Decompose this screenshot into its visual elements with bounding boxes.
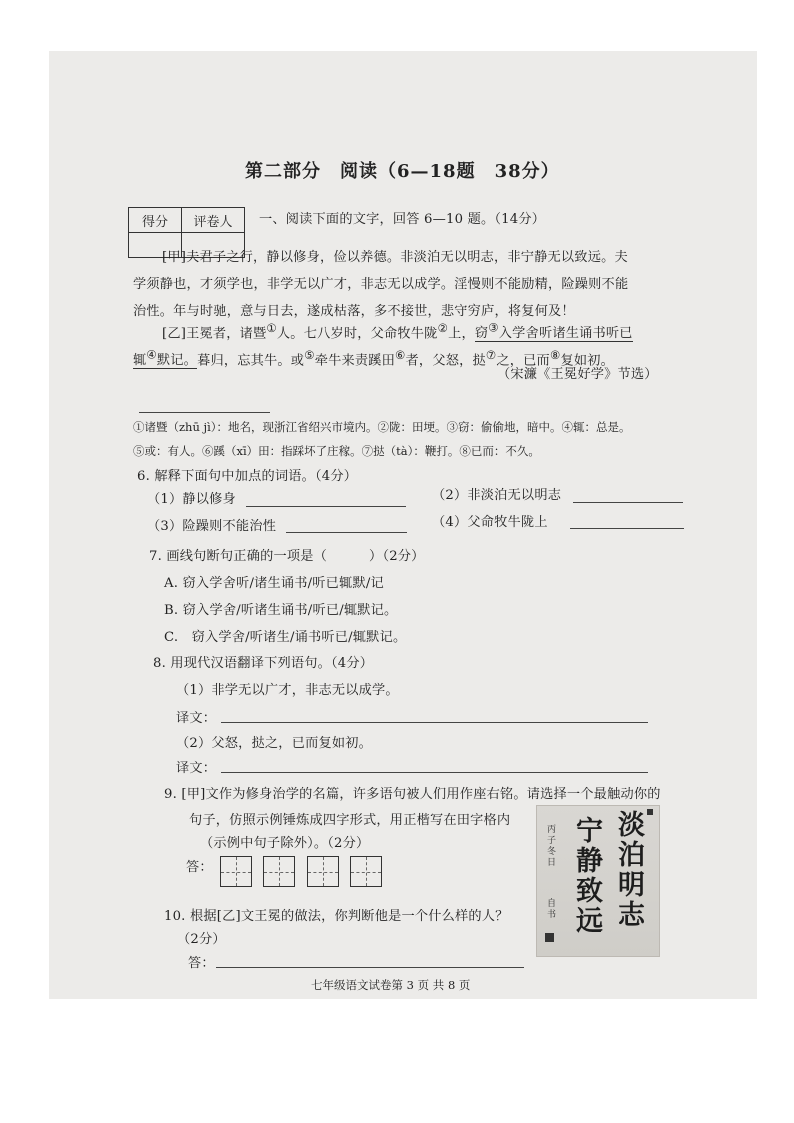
footnote-mark: ① bbox=[266, 321, 277, 335]
item-suffix: 以修身 bbox=[195, 492, 236, 507]
q7-option-a[interactable]: A. 窃入学舍听/诸生诵书/听已辄默/记 bbox=[164, 576, 384, 591]
q6-item1 bbox=[147, 488, 236, 507]
score-label: 得分 bbox=[129, 208, 182, 233]
q7-stem bbox=[149, 545, 425, 564]
q7-stem-text: 7. 画线句断句正确的一项是（ bbox=[149, 549, 328, 564]
grid-cell-4[interactable] bbox=[350, 856, 382, 887]
q8-translation-label2: 译文： bbox=[176, 761, 217, 776]
item-prefix: （2）非 bbox=[432, 488, 481, 503]
yi-text: 默记。 bbox=[156, 353, 198, 369]
q10-stem-line2: （2分） bbox=[177, 932, 226, 947]
part-title: 第二部分 阅读（6—18题 38分） bbox=[245, 161, 560, 182]
item-prefix: （1） bbox=[147, 492, 183, 507]
q6-item4 bbox=[432, 511, 548, 530]
q10-answer-label: 答： bbox=[188, 956, 215, 971]
q8-sentence1: （1）非学无以广才，非志无以成学。 bbox=[176, 683, 399, 698]
q9-stem-line3: （示例中句子除外）。（2分） bbox=[200, 836, 370, 851]
item-suffix: 则不能治性 bbox=[209, 519, 277, 534]
footnote-mark: ⑧ bbox=[549, 348, 561, 362]
footnote-mark: ⑥ bbox=[395, 348, 406, 362]
calligraphy-image bbox=[536, 805, 660, 957]
item-prefix: （3） bbox=[147, 519, 183, 534]
section1-instruction: 一、阅读下面的文字，回答 6—10 题。（14分） bbox=[259, 212, 546, 227]
footnotes-line1: ①诸暨（zhū jì）：地名，现浙江省绍兴市境内。②陇：田埂。③窃：偷偷地，暗中。④辄：总是。 bbox=[133, 420, 631, 434]
q9-stem-line1: 9. [甲]文作为修身治学的名篇，许多语句被人们用作座右铭。请选择一个最触动你的 bbox=[164, 787, 661, 802]
yi-text: 暮归，忘其牛。或 bbox=[197, 353, 305, 369]
underlined-sentence bbox=[474, 321, 633, 342]
grader-label: 评卷人 bbox=[182, 208, 245, 233]
q6-answer-line1[interactable] bbox=[246, 506, 406, 507]
grid-cell-1[interactable] bbox=[220, 856, 252, 887]
yi-text: 牵牛来责蹊田 bbox=[314, 353, 396, 369]
yi-text: 窃 bbox=[474, 326, 489, 342]
footnote-mark: ④ bbox=[146, 348, 157, 362]
footnote-separator bbox=[139, 412, 270, 413]
q6-item3 bbox=[147, 515, 276, 534]
q9-answer-label: 答： bbox=[186, 860, 213, 875]
dotted-word: 陇 bbox=[520, 515, 535, 530]
q8-stem: 8. 用现代汉语翻译下列语句。（4分） bbox=[153, 656, 374, 671]
grid-cell-3[interactable] bbox=[307, 856, 339, 887]
q6-answer-line4[interactable] bbox=[570, 528, 684, 529]
footnote-mark: ⑦ bbox=[485, 348, 497, 362]
dotted-word: 淡泊 bbox=[480, 488, 508, 503]
page-footer: 七年级语文试卷第 3 页 共 8 页 bbox=[311, 978, 471, 992]
q7-option-c[interactable]: C. 窃入学舍/听诸生/诵书听已/辄默记。 bbox=[164, 630, 407, 645]
q9-stem-line2: 句子，仿照示例锤炼成四字形式，用正楷写在田字格内 bbox=[189, 813, 511, 828]
passage-jia-line3: 治性。年与时驰，意与日去，遂成枯落，多不接世，悲守穷庐，将复何及！ bbox=[133, 304, 575, 319]
footnote-mark: ⑤ bbox=[304, 348, 315, 362]
seal-mark bbox=[545, 933, 554, 942]
seal-mark bbox=[647, 809, 653, 815]
underlined-sentence-end bbox=[133, 348, 198, 369]
footnote-mark: ③ bbox=[488, 321, 499, 335]
item-suffix: 无以明志 bbox=[507, 488, 562, 503]
q10-stem-line1: 10. 根据[乙]文王冕的做法，你判断他是一个什么样的人？ bbox=[164, 909, 509, 924]
yi-text: 者，父怒，挞 bbox=[405, 353, 486, 369]
calligraphy-column-2: 宁静致远 bbox=[571, 816, 602, 936]
q6-answer-line3[interactable] bbox=[286, 532, 407, 533]
passage-jia-line2: 学须静也，才须学也，非学无以广才，非志无以成学。淫慢则不能励精，险躁则不能 bbox=[133, 277, 629, 292]
item-suffix: 上 bbox=[534, 515, 548, 530]
q6-answer-line2[interactable] bbox=[573, 502, 683, 503]
footnote-mark: ② bbox=[437, 321, 449, 335]
q8-translation-label1: 译文： bbox=[176, 711, 217, 726]
yi-text: 复如初。 bbox=[560, 353, 615, 369]
q10-answer-line[interactable] bbox=[216, 967, 524, 968]
yi-text: 入学舍听诸生诵书听已 bbox=[498, 326, 633, 342]
dotted-word: 险躁 bbox=[182, 519, 210, 534]
grid-cell-2[interactable] bbox=[263, 856, 295, 887]
yi-text: 上， bbox=[448, 326, 475, 342]
dotted-word: 静 bbox=[182, 492, 196, 507]
yi-text: 辄 bbox=[133, 353, 147, 369]
q7-option-b[interactable]: B. 窃入学舍/听诸生诵书/听已/辄默记。 bbox=[164, 603, 398, 618]
passage-yi-line1 bbox=[162, 321, 633, 341]
yi-text: 人。七八岁时，父命牧牛陇 bbox=[276, 326, 438, 342]
q6-item2 bbox=[432, 484, 561, 503]
q8-sentence2: （2）父怒，挞之，已而复如初。 bbox=[176, 736, 373, 751]
passage-jia-line1: [甲]夫君子之行，静以修身，俭以养德。非淡泊无以明志，非宁静无以致远。夫 bbox=[162, 250, 628, 265]
q7-stem-points: ）（2分） bbox=[369, 549, 425, 564]
yi-text: 之，已而 bbox=[496, 353, 550, 369]
item-prefix: （4）父命牧牛 bbox=[432, 515, 521, 530]
calligraphy-inscription-date: 丙子冬日 bbox=[545, 824, 555, 868]
passage-source: （宋濂《王冕好学》节选） bbox=[497, 367, 658, 382]
yi-text: [乙]王冕者，诸暨 bbox=[162, 326, 267, 342]
calligraphy-signature: 自书 bbox=[545, 898, 555, 920]
footnotes-line2: ⑤或：有人。⑥蹊（xī）田：指踩坏了庄稼。⑦挞（tà）：鞭打。⑧已而：不久。 bbox=[133, 444, 540, 458]
q6-stem: 6. 解释下面句中加点的词语。（4分） bbox=[137, 469, 358, 484]
exam-page bbox=[49, 51, 757, 999]
q8-answer-line2[interactable] bbox=[221, 772, 648, 773]
q8-answer-line1[interactable] bbox=[221, 722, 648, 723]
calligraphy-column-1: 淡泊明志 bbox=[613, 810, 644, 930]
